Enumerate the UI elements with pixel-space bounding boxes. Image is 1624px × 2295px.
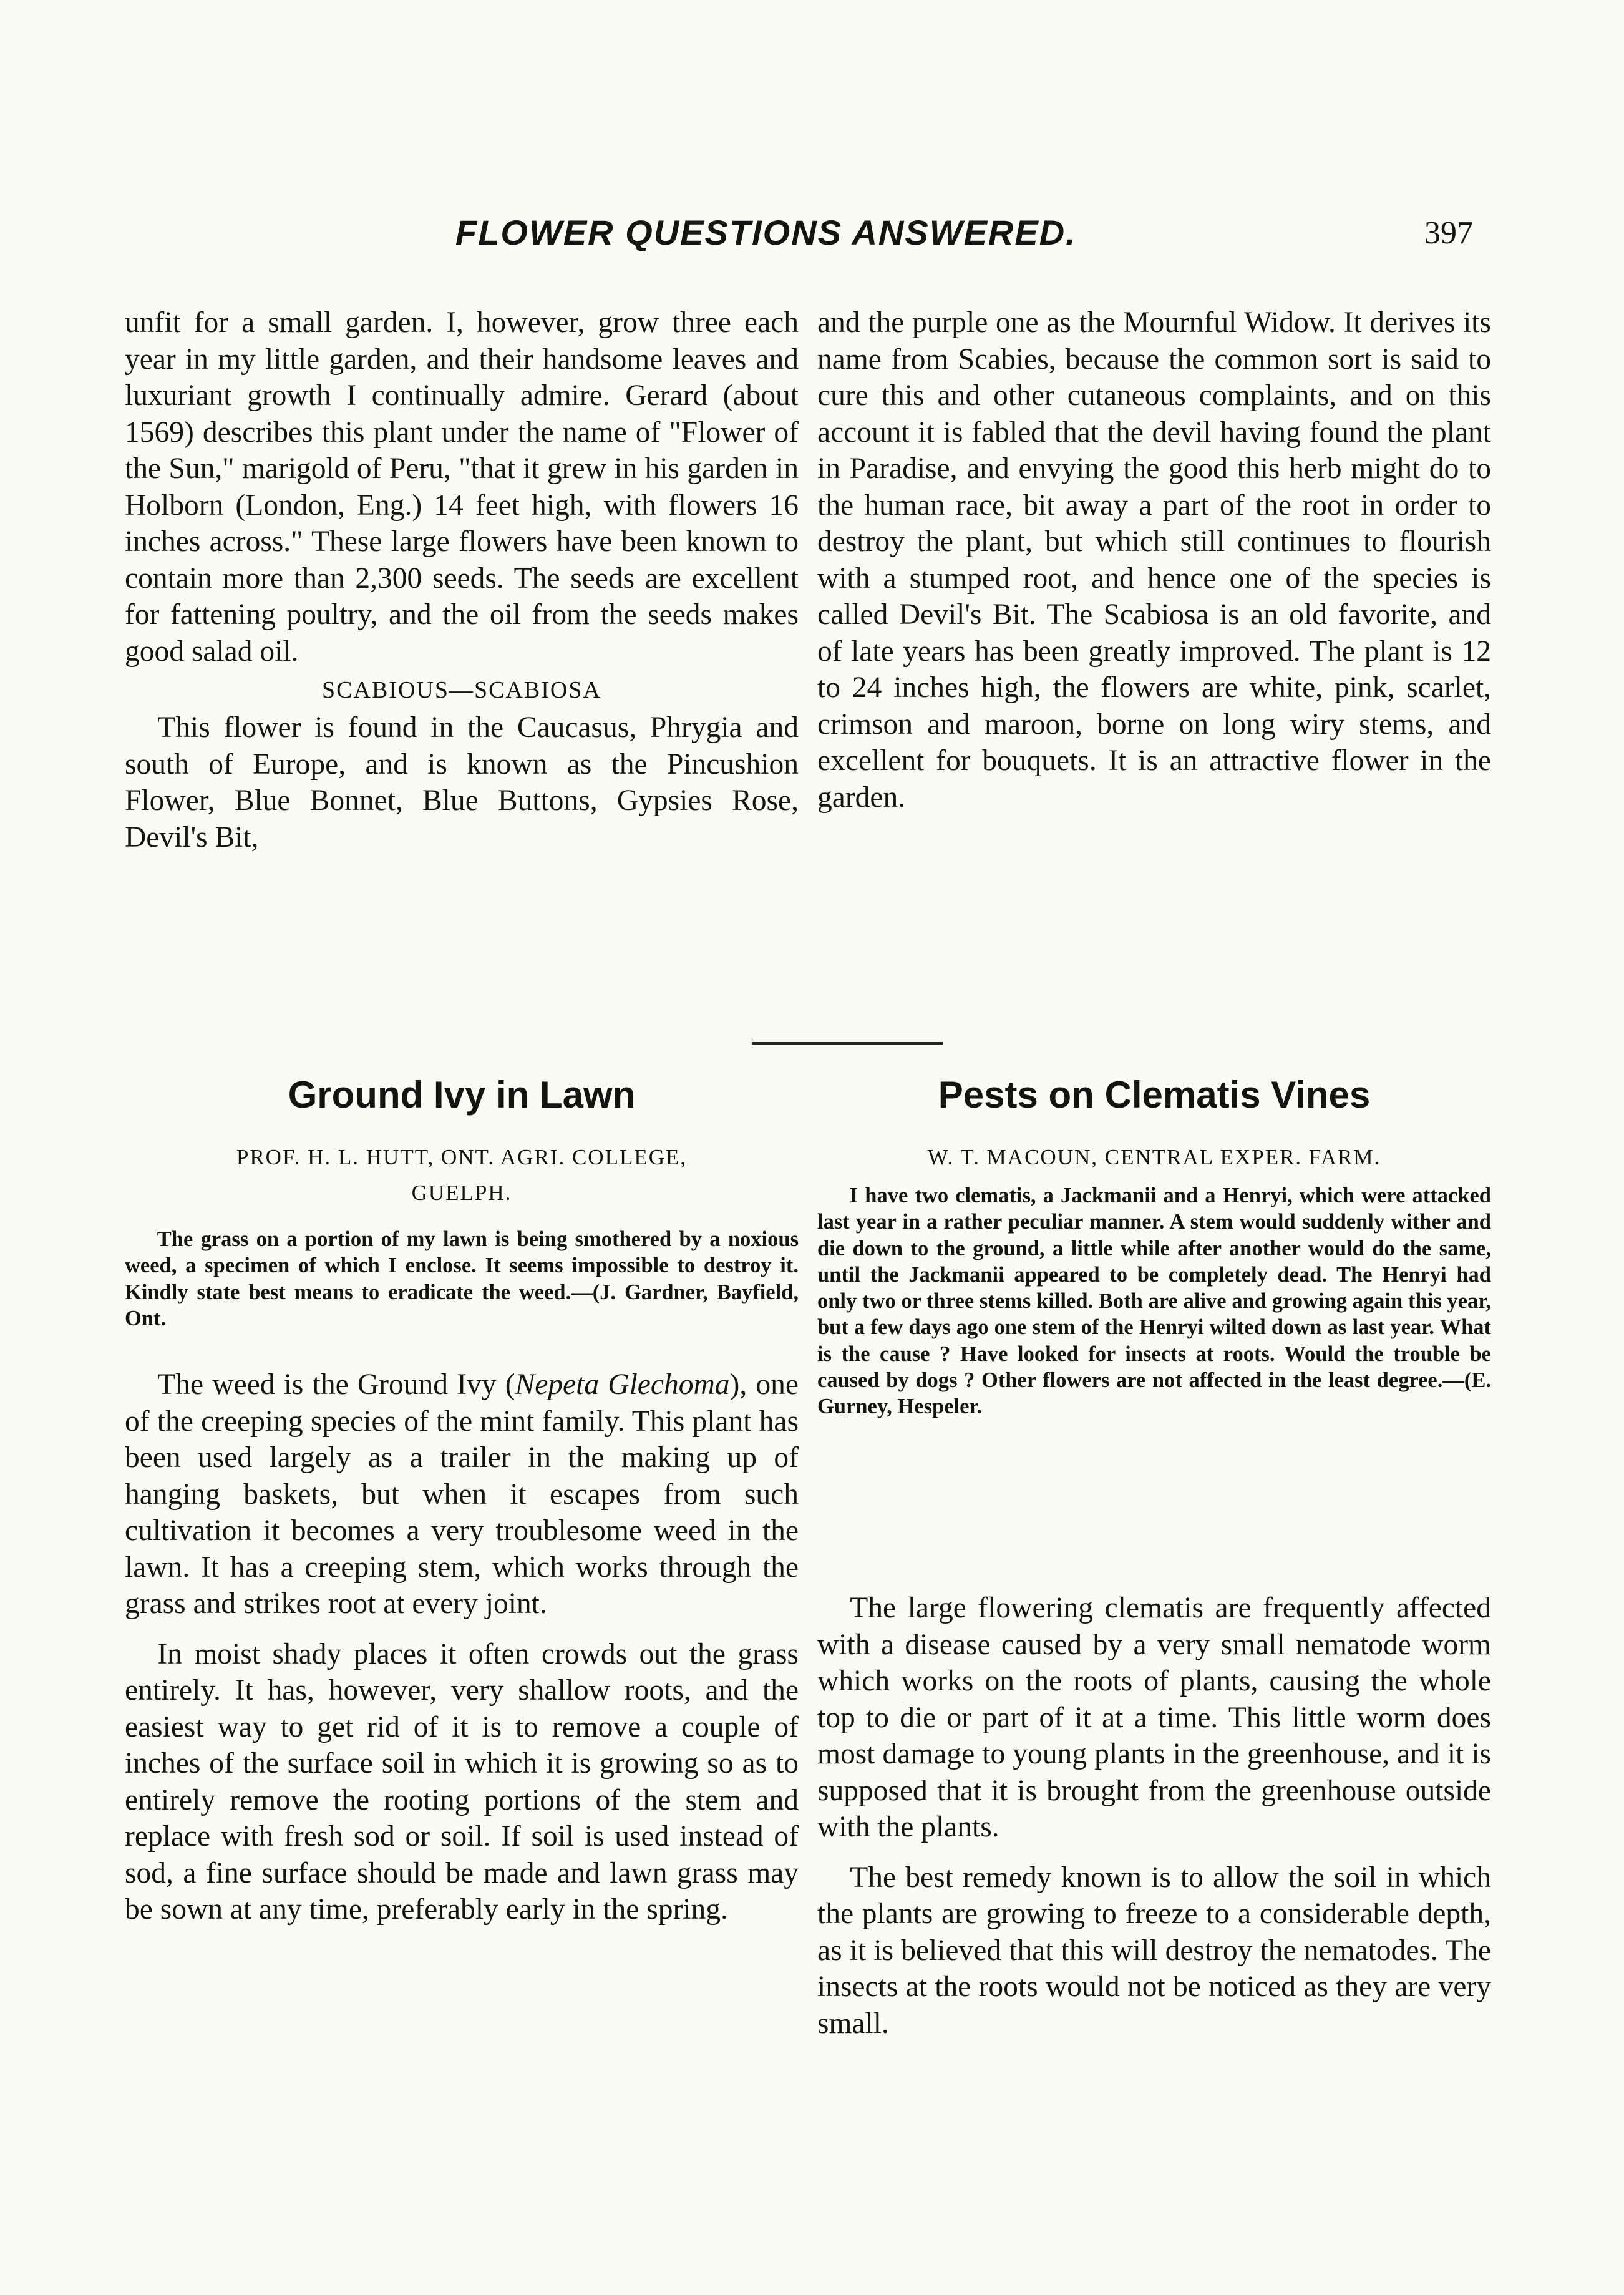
ivy-latin-name: Nepeta Glechoma [515,1368,730,1401]
clematis-answer-paragraph-2: The best remedy known is to allow the soil in which the plants are growing to freeze to a considerable depth, as it is believed that this will destroy the nematodes. The insects at the roots would not be noticed as they are very small. [817,1861,1491,2040]
page-header [0,212,1624,275]
running-head: FLOWER QUESTIONS ANSWERED. [455,213,1077,252]
section-divider [752,1042,943,1045]
article-title-ground-ivy: Ground Ivy in Lawn [288,1074,636,1116]
scabious-continued-paragraph: and the purple one as the Mournful Widow. It derives its name from Scabies, because the common sort is said to cure this and other cutaneous complaints, and on this account it is fabled that the devil having found the plant in Paradise, and envying the good this herb might do to the human race, bit away a part of the root in order to destroy the plant, but which still continues to flourish with a stumped root, and hence one of the species is called Devil's Bit. The Scabiosa is an old favorite, and of late years has been greatly improved. The plant is 12 to 24 inches high, the flowers are white, pink, scarlet, crimson and maroon, borne on long wiry stems, and excellent for bouquets. It is an attractive flower in the garden. [817,306,1491,814]
clematis-answer-paragraph-1: The large flowering clematis are frequently affected with a disease caused by a very small nematode worm which works on the roots of plants, causing the whole top to die or part of it at a time. This little worm does most damage to young plants in the greenhouse, and it is supposed that it is brought from the greenhouse outside with the plants. [817,1592,1491,1843]
ivy-answer-paragraph-2: In moist shady places it often crowds out the grass entirely. It has, however, very shallow roots, and the easiest way to get rid of it is to remove a couple of inches of the surface soil in which it is growing so as to entirely remove the rooting portions of the stem and replace with fresh sod or soil. If soil is used instead of sod, a fine surface should be made and lawn grass may be sown at any time, preferably early in the spring. [125,1637,799,1926]
left-column-upper [125,305,799,855]
right-column-upper [817,305,1491,816]
article-byline-clematis: W. T. MACOUN, CENTRAL EXPER. FARM. [927,1145,1381,1169]
byline-line-1: PROF. H. L. HUTT, ONT. AGRI. COLLEGE, [236,1145,688,1169]
byline-line-2: GUELPH. [411,1181,512,1205]
page-number: 397 [1424,215,1473,251]
clematis-answer [817,1590,1491,2042]
article-byline-ivy [125,1139,799,1211]
article-title-clematis: Pests on Clematis Vines [938,1074,1371,1116]
reader-question-clematis: I have two clematis, a Jackmanii and a Henryi, which were attacked last year in a rather peculiar manner. A stem would suddenly wither and die down to the ground, a little while after another would do the same, until the Jackmanii appeared to be completely dead. The Henryi had only two or three stems killed. Both are alive and growing again this year, but a few days ago one stem of the Henryi wilted down as last year. What is the cause ? Have looked for insects at roots. Would the trouble be caused by dogs ? Other flowers are not affected in the least degree.—(E. Gurney, Hespeler. [817,1184,1491,1419]
reader-question-ivy: The grass on a portion of my lawn is being smothered by a noxious weed, a specimen of which I enclose. It seems impossible to destroy it. Kindly state best means to eradicate the weed.—(J. Gardner, Bayfield, Ont. [125,1227,799,1330]
sunflower-paragraph: unfit for a small garden. I, however, grow three each year in my little garden, and their handsome leaves and luxuriant growth I continually admire. Gerard (about 1569) describes this plant under the name of "Flower of the Sun," marigold of Peru, "that it grew in his garden in Holborn (London, Eng.) 14 feet high, with flowers 16 inches across." These large flowers have been known to contain more than 2,300 seeds. The seeds are excellent for fattening poultry, and the oil from the seeds makes good salad oil. [125,306,799,668]
ivy-answer [125,1367,799,1928]
scabious-paragraph: This flower is found in the Caucasus, Phrygia and south of Europe, and is known as the Pincushion Flower, Blue Bonnet, Blue Buttons, Gypsies Rose, Devil's Bit, [125,711,799,854]
ivy-answer-paragraph-1 [125,1367,799,1622]
ivy-answer-start: The weed is the Ground Ivy ( [157,1368,515,1401]
ivy-answer-end: ), one of the creeping species of the mint family. This plant has been used largely as a trailer in the making up of hanging baskets, but when it escapes from such cultivation it becomes a very troublesome weed in the lawn. It has a creeping stem, which works through the grass and strikes root at every joint. [125,1368,799,1620]
scabious-heading: SCABIOUS—SCABIOSA [322,677,601,703]
